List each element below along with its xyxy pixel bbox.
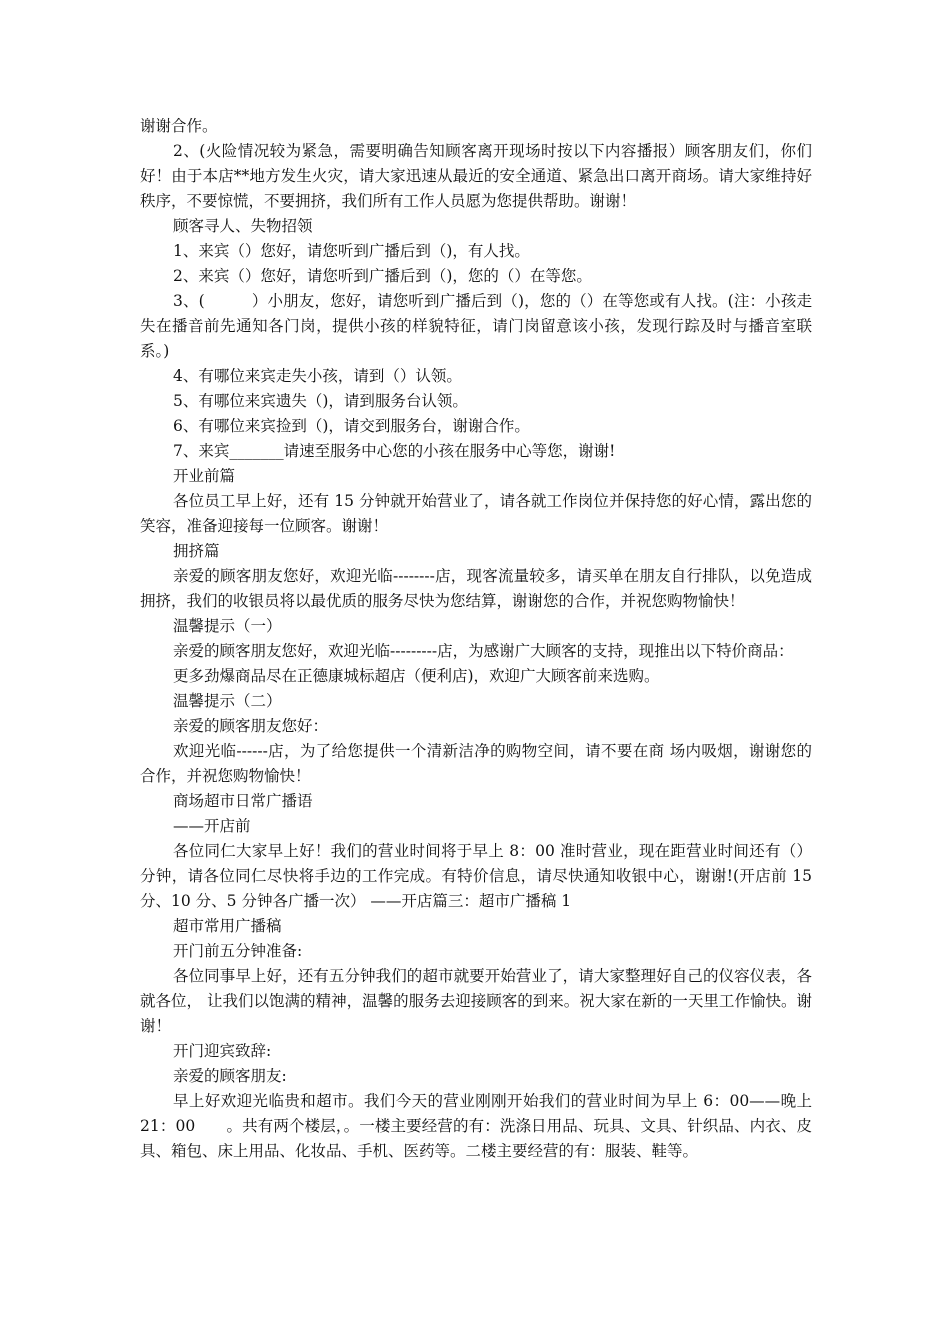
list-item: 3、( ）小朋友，您好，请您听到广播后到（)，您的（）在等您或有人找。(注：小孩走失在播音前先通知各门岗，提供小孩的样貌特征，请门岗留意该小孩，发现行踪及时与播音室联系。): [140, 292, 812, 360]
heading-tip-two: 温馨提示（二）: [173, 692, 282, 710]
heading-five-minutes: 开门前五分钟准备:: [173, 942, 303, 960]
paragraph-tip-one: 亲爱的顾客朋友您好，欢迎光临---------店，为感谢广大顾客的支持，现推出以下特价商品：: [173, 642, 794, 660]
heading-welcome-speech: 开门迎宾致辞:: [173, 1042, 272, 1060]
list-item: 1、来宾（）您好，请您听到广播后到（)，有人找。: [173, 242, 530, 260]
paragraph-before-opening: 各位同仁大家早上好！我们的营业时间将于早上 8：00 准时营业，现在距营业时间还有（）分钟，请各位同仁尽快将手边的工作完成。有特价信息，请尽快通知收银中心，谢谢!(开店前 15 分、10 分、5 分钟各广播一次） ——开店篇三：超市广播稿 1: [140, 842, 812, 910]
document-page: [140, 114, 812, 1164]
heading-daily-broadcast: 商场超市日常广播语: [173, 792, 313, 810]
paragraph-tip-two: 欢迎光临------店，为了给您提供一个清新洁净的购物空间，请不要在商 场内吸烟，谢谢您的合作，并祝您购物愉快！: [140, 742, 812, 785]
paragraph-five-minutes: 各位同事早上好，还有五分钟我们的超市就要开始营业了，请大家整理好自己的仪容仪表，各就各位， 让我们以饱满的精神，温馨的服务去迎接顾客的到来。祝大家在新的一天里工作愉快。谢谢！: [140, 967, 812, 1035]
paragraph-tip-two-greeting: 亲爱的顾客朋友您好：: [173, 717, 329, 735]
paragraph-welcome-speech: 早上好欢迎光临贵和超市。我们今天的营业刚刚开始我们的营业时间为早上 6：00——晚上 21：00 。共有两个楼层，。一楼主要经营的有：洗涤日用品、玩具、文具、针织品、内衣、皮具、箱包、床上用品、化妆品、手机、医药等。二楼主要经营的有：服装、鞋等。: [140, 1092, 812, 1160]
list-item: 6、有哪位来宾捡到（)，请交到服务台，谢谢合作。: [173, 417, 530, 435]
paragraph-tip-one-more: 更多劲爆商品尽在正德康城标超店（便利店)，欢迎广大顾客前来选购。: [173, 667, 660, 685]
paragraph-welcome-greeting: 亲爱的顾客朋友:: [173, 1067, 287, 1085]
list-item: 4、有哪位来宾走失小孩，请到（）认领。: [173, 367, 462, 385]
paragraph-thanks: 谢谢合作。: [140, 117, 218, 135]
list-item: 2、来宾（）您好，请您听到广播后到（)，您的（）在等您。: [173, 267, 592, 285]
paragraph-pre-opening: 各位员工早上好，还有 15 分钟就开始营业了，请各就工作岗位并保持您的好心情，露出您的笑容，准备迎接每一位顾客。谢谢！: [140, 492, 812, 535]
heading-lost-and-found: 顾客寻人、失物招领: [173, 217, 313, 235]
paragraph-fire-alert: 2、(火险情况较为紧急，需要明确告知顾客离开现场时按以下内容播报）顾客朋友们，你们好！由于本店**地方发生火灾，请大家迅速从最近的安全通道、紧急出口离开商场。请大家维持好秩序，不要惊慌，不要拥挤，我们所有工作人员愿为您提供帮助。谢谢！: [140, 142, 812, 210]
list-item: 5、有哪位来宾遗失（)，请到服务台认领。: [173, 392, 468, 410]
list-item: 7、来宾_______请速至服务中心您的小孩在服务中心等您，谢谢!: [173, 442, 616, 460]
paragraph-crowded: 亲爱的顾客朋友您好，欢迎光临--------店，现客流量较多，请买单在朋友自行排队，以免造成拥挤，我们的收银员将以最优质的服务尽快为您结算，谢谢您的合作，并祝您购物愉快！: [140, 567, 812, 610]
heading-pre-opening: 开业前篇: [173, 467, 236, 485]
heading-common-broadcast: 超市常用广播稿: [173, 917, 282, 935]
heading-crowded: 拥挤篇: [173, 542, 220, 560]
heading-tip-one: 温馨提示（一）: [173, 617, 282, 635]
heading-before-opening: ——开店前: [173, 817, 251, 835]
